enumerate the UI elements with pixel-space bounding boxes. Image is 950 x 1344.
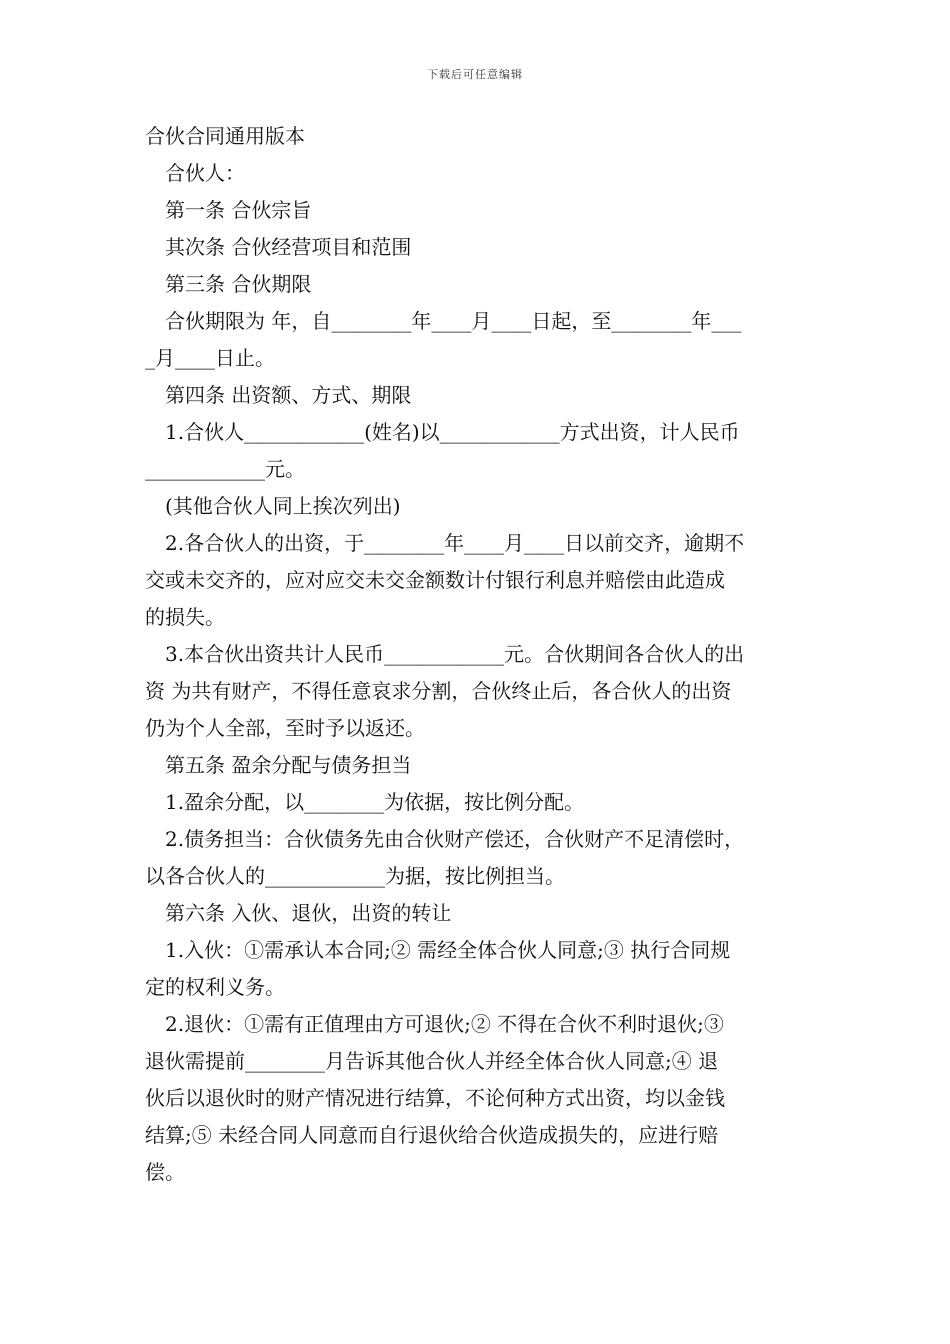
article-4-note: (其他合伙人同上挨次列出) — [165, 494, 401, 518]
document-body — [145, 118, 807, 1191]
article-4-item-2-line-3: 的损失。 — [145, 605, 225, 629]
article-4-item-1-line-1: 1.合伙人____________(姓名)以____________方式出资，计人民币 — [165, 420, 740, 444]
article-2-heading: 其次条 合伙经营项目和范围 — [165, 235, 412, 259]
article-6-item-1-line-2: 定的权利义务。 — [145, 975, 285, 999]
article-5-heading: 第五条 盈余分配与债务担当 — [165, 753, 412, 777]
article-3-heading: 第三条 合伙期限 — [165, 272, 312, 296]
article-6-item-1-line-1: 1.入伙：①需承认本合同;② 需经全体合伙人同意;③ 执行合同规 — [165, 938, 731, 962]
article-3-text-line-2: _月____日止。 — [145, 346, 275, 370]
article-1-heading: 第一条 合伙宗旨 — [165, 198, 312, 222]
document-title: 合伙合同通用版本 — [145, 124, 305, 148]
article-6-heading: 第六条 入伙、退伙，出资的转让 — [165, 901, 452, 925]
article-6-item-2-line-5: 偿。 — [145, 1160, 185, 1184]
article-5-item-2-line-2: 以各合伙人的____________为据，按比例担当。 — [145, 864, 565, 888]
article-4-item-1-line-2: ____________元。 — [145, 457, 305, 481]
partners-line: 合伙人： — [165, 161, 245, 185]
article-4-item-3-line-3: 仍为个人全部，至时予以返还。 — [145, 716, 425, 740]
article-4-item-3-line-1: 3.本合伙出资共计人民币____________元。合伙期间各合伙人的出 — [165, 642, 745, 666]
article-4-item-3-line-2: 资 为共有财产，不得任意哀求分割，合伙终止后，各合伙人的出资 — [145, 679, 732, 703]
article-5-item-1: 1.盈余分配，以________为依据，按比例分配。 — [165, 790, 585, 814]
article-6-item-2-line-4: 结算;⑤ 未经合同人同意而自行退伙给合伙造成损失的，应进行赔 — [145, 1123, 719, 1147]
article-4-heading: 第四条 出资额、方式、期限 — [165, 383, 412, 407]
page-header: 下载后可任意编辑 — [427, 68, 523, 81]
article-3-text-line-1: 合伙期限为 年，自________年____月____日起，至________年___ — [165, 309, 742, 333]
article-6-item-2-line-3: 伙后以退伙时的财产情况进行结算，不论何种方式出资，均以金钱 — [145, 1086, 725, 1110]
article-6-item-2-line-2: 退伙需提前________月告诉其他合伙人并经全体合伙人同意;④ 退 — [145, 1049, 719, 1073]
article-6-item-2-line-1: 2.退伙：①需有正值理由方可退伙;② 不得在合伙不利时退伙;③ — [165, 1012, 724, 1036]
article-4-item-2-line-2: 交或未交齐的，应对应交未交金额数计付银行利息并赔偿由此造成 — [145, 568, 725, 592]
article-4-item-2-line-1: 2.各合伙人的出资，于________年____月____日以前交齐，逾期不 — [165, 531, 745, 555]
article-5-item-2-line-1: 2.债务担当：合伙债务先由合伙财产偿还，合伙财产不足清偿时， — [165, 827, 745, 851]
